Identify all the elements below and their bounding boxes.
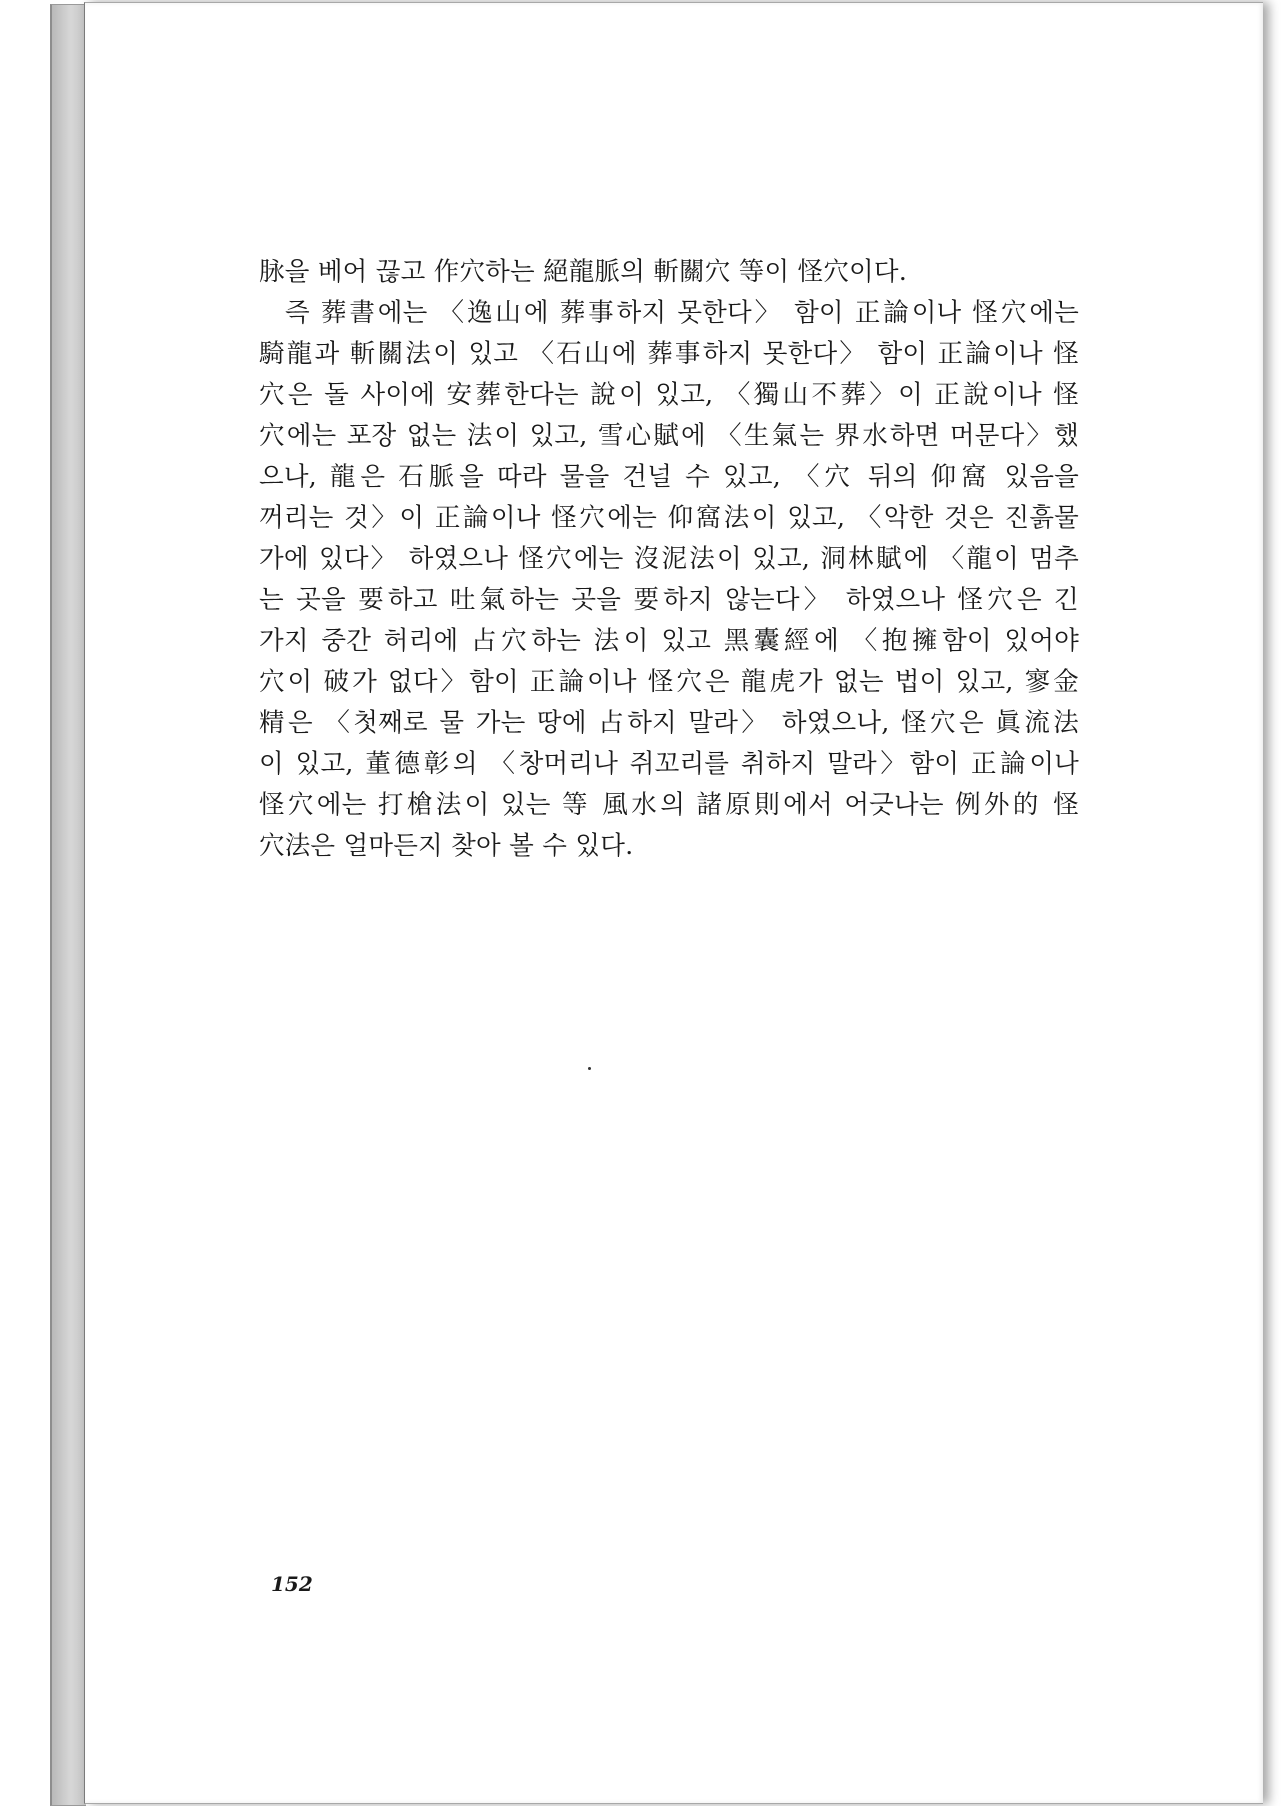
body-text (259, 252, 1079, 867)
text-line: 精은 〈첫째로 물 가는 땅에 占하지 말라〉 하였으나, 怪穴은 眞流法 (259, 708, 1079, 738)
text-line: 는 곳을 要하고 吐氣하는 곳을 要하지 않는다〉 하였으나 怪穴은 긴 (259, 585, 1079, 615)
text-line: 穴에는 포장 없는 法이 있고, 雪心賦에 〈生氣는 界水하면 머문다〉했 (259, 421, 1079, 451)
text-line: 즉 葬書에는 〈逸山에 葬事하지 못한다〉 함이 正論이나 怪穴에는 (285, 298, 1079, 328)
text-line: 脉을 베어 끊고 作穴하는 絕龍脈의 斬關穴 等이 怪穴이다. (259, 257, 908, 287)
text-line: 가지 중간 허리에 占穴하는 法이 있고 黑囊經에 〈抱擁함이 있어야 (259, 626, 1079, 656)
text-line: 이 있고, 董德彰의 〈창머리나 쥐꼬리를 취하지 말라〉함이 正論이나 (259, 749, 1079, 779)
text-line: 穴은 돌 사이에 安葬한다는 說이 있고, 〈獨山不葬〉이 正說이나 怪 (259, 380, 1079, 410)
page-number: 152 (271, 1572, 313, 1596)
text-line: 騎龍과 斬關法이 있고 〈石山에 葬事하지 못한다〉 함이 正論이나 怪 (259, 339, 1079, 369)
text-line: 怪穴에는 打槍法이 있는 等 風水의 諸原則에서 어긋나는 例外的 怪 (259, 790, 1079, 820)
text-line: 가에 있다〉 하였으나 怪穴에는 沒泥法이 있고, 洞林賦에 〈龍이 멈추 (259, 544, 1079, 574)
page-stack-edge (50, 4, 86, 1806)
text-line: 꺼리는 것〉이 正論이나 怪穴에는 仰窩法이 있고, 〈악한 것은 진흙물 (259, 503, 1079, 533)
text-line: 穴法은 얼마든지 찾아 볼 수 있다. (259, 831, 634, 861)
text-line: 으나, 龍은 石脈을 따라 물을 건널 수 있고, 〈穴 뒤의 仰窩 있음을 (259, 462, 1079, 492)
text-line: 穴이 破가 없다〉함이 正論이나 怪穴은 龍虎가 없는 법이 있고, 寥金 (259, 667, 1079, 697)
paper-speck (588, 1067, 591, 1070)
